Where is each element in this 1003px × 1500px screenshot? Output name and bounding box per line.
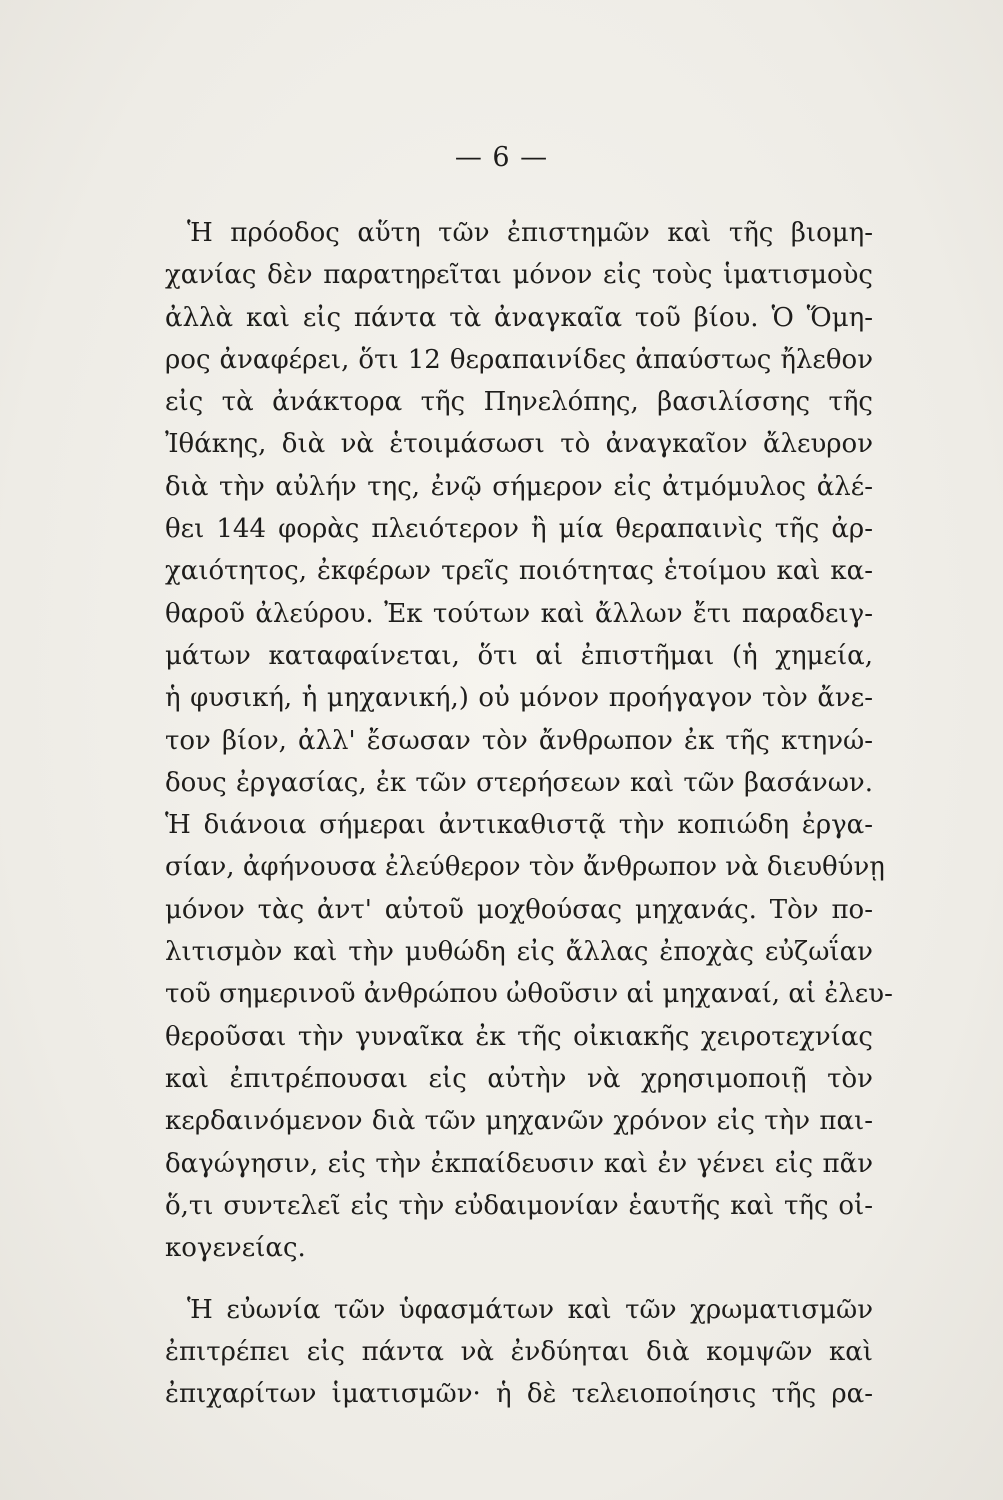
text-line: ἐπιτρέπει εἰς πάντα νὰ ἐνδύηται διὰ κομψῶν καὶ [165,1337,873,1368]
page-number: — 6 — [454,142,549,173]
text-line: Ἡ πρόοδος αὕτη τῶν ἐπιστημῶν καὶ τῆς βιομη- [187,218,873,248]
paragraph-gap [165,1269,873,1289]
text-line: μάτων καταφαίνεται, ὅτι αἱ ἐπιστῆμαι (ἡ χημεία, [165,640,873,671]
text-line: δαγώγησιν, εἰς τὴν ἐκπαίδευσιν καὶ ἐν γένει εἰς πᾶν [165,1148,873,1179]
text-line: εἰς τὰ ἀνάκτορα τῆς Πηνελόπης, βασιλίσσης τῆς [165,387,873,418]
text-line: Ἡ διάνοια σήμεραι ἀντικαθιστᾷ τὴν κοπιώδη ἐργα- [165,810,873,841]
text-line: χανίας δὲν παρατηρεῖται μόνον εἰς τοὺς ἱματισμοὺς [165,260,873,291]
text-line: χαιότητος, ἐκφέρων τρεῖς ποιότητας ἑτοίμου καὶ κα- [165,556,873,587]
text-line: θει 144 φορὰς πλειότερον ἢ μία θεραπαινὶς τῆς ἀρ- [165,514,873,545]
paragraph-2 [165,1289,873,1415]
text-line: καὶ ἐπιτρέπουσαι εἰς αὐτὴν νὰ χρησιμοποιῇ τὸν [165,1063,873,1094]
text-line: λιτισμὸν καὶ τὴν μυθώδη εἰς ἄλλας ἐποχὰς εὐζωΐαν [165,937,873,968]
text-line: κερδαινόμενον διὰ τῶν μηχανῶν χρόνον εἰς τὴν παι- [165,1106,873,1137]
text-line: διὰ τὴν αὐλήν της, ἐνῷ σήμερον εἰς ἀτμόμυλος ἀλέ- [165,471,873,502]
text-line: θαροῦ ἀλεύρου. Ἐκ τούτων καὶ ἄλλων ἔτι παραδειγ- [165,598,873,629]
text-line: Ἡ εὐωνία τῶν ὑφασμάτων καὶ τῶν χρωματισμῶν [187,1295,873,1326]
text-line: ρος ἀναφέρει, ὅτι 12 θεραπαινίδες ἀπαύστως ἤλεθον [165,344,873,375]
text-line: θεροῦσαι τὴν γυναῖκα ἐκ τῆς οἰκιακῆς χειροτεχνίας [165,1021,873,1052]
text-line: τον βίον, ἀλλ' ἔσωσαν τὸν ἄνθρωπον ἐκ τῆς κτηνώ- [165,725,873,756]
text-line: ὅ,τι συντελεῖ εἰς τὴν εὐδαιμονίαν ἑαυτῆς καὶ τῆς οἰ- [165,1190,873,1221]
text-line: δους ἐργασίας, ἐκ τῶν στερήσεων καὶ τῶν βασάνων. [165,767,873,798]
text-line: σίαν, ἀφήνουσα ἐλεύθερον τὸν ἄνθρωπον νὰ διευθύνῃ [165,852,885,883]
text-line: ἡ φυσική, ἡ μηχανική,) οὐ μόνον προήγαγον τὸν ἄνε- [165,683,873,714]
text-line: ἐπιχαρίτων ἱματισμῶν· ἡ δὲ τελειοποίησις τῆς ρα- [165,1379,873,1410]
text-line: κογενείας. [165,1233,306,1264]
text-line: μόνον τὰς ἀντ' αὐτοῦ μοχθούσας μηχανάς. Τὸν πο- [165,894,873,925]
text-line: Ἰθάκης, διὰ νὰ ἑτοιμάσωσι τὸ ἀναγκαῖον ἄλευρον [165,429,873,460]
text-line: ἀλλὰ καὶ εἰς πάντα τὰ ἀναγκαῖα τοῦ βίου. Ὁ Ὅμη- [165,302,873,333]
text-line: τοῦ σημερινοῦ ἀνθρώπου ὠθοῦσιν αἱ μηχαναί, αἱ ἐλευ- [165,979,893,1010]
body-text [165,212,893,1415]
paragraph-1 [165,212,893,1269]
